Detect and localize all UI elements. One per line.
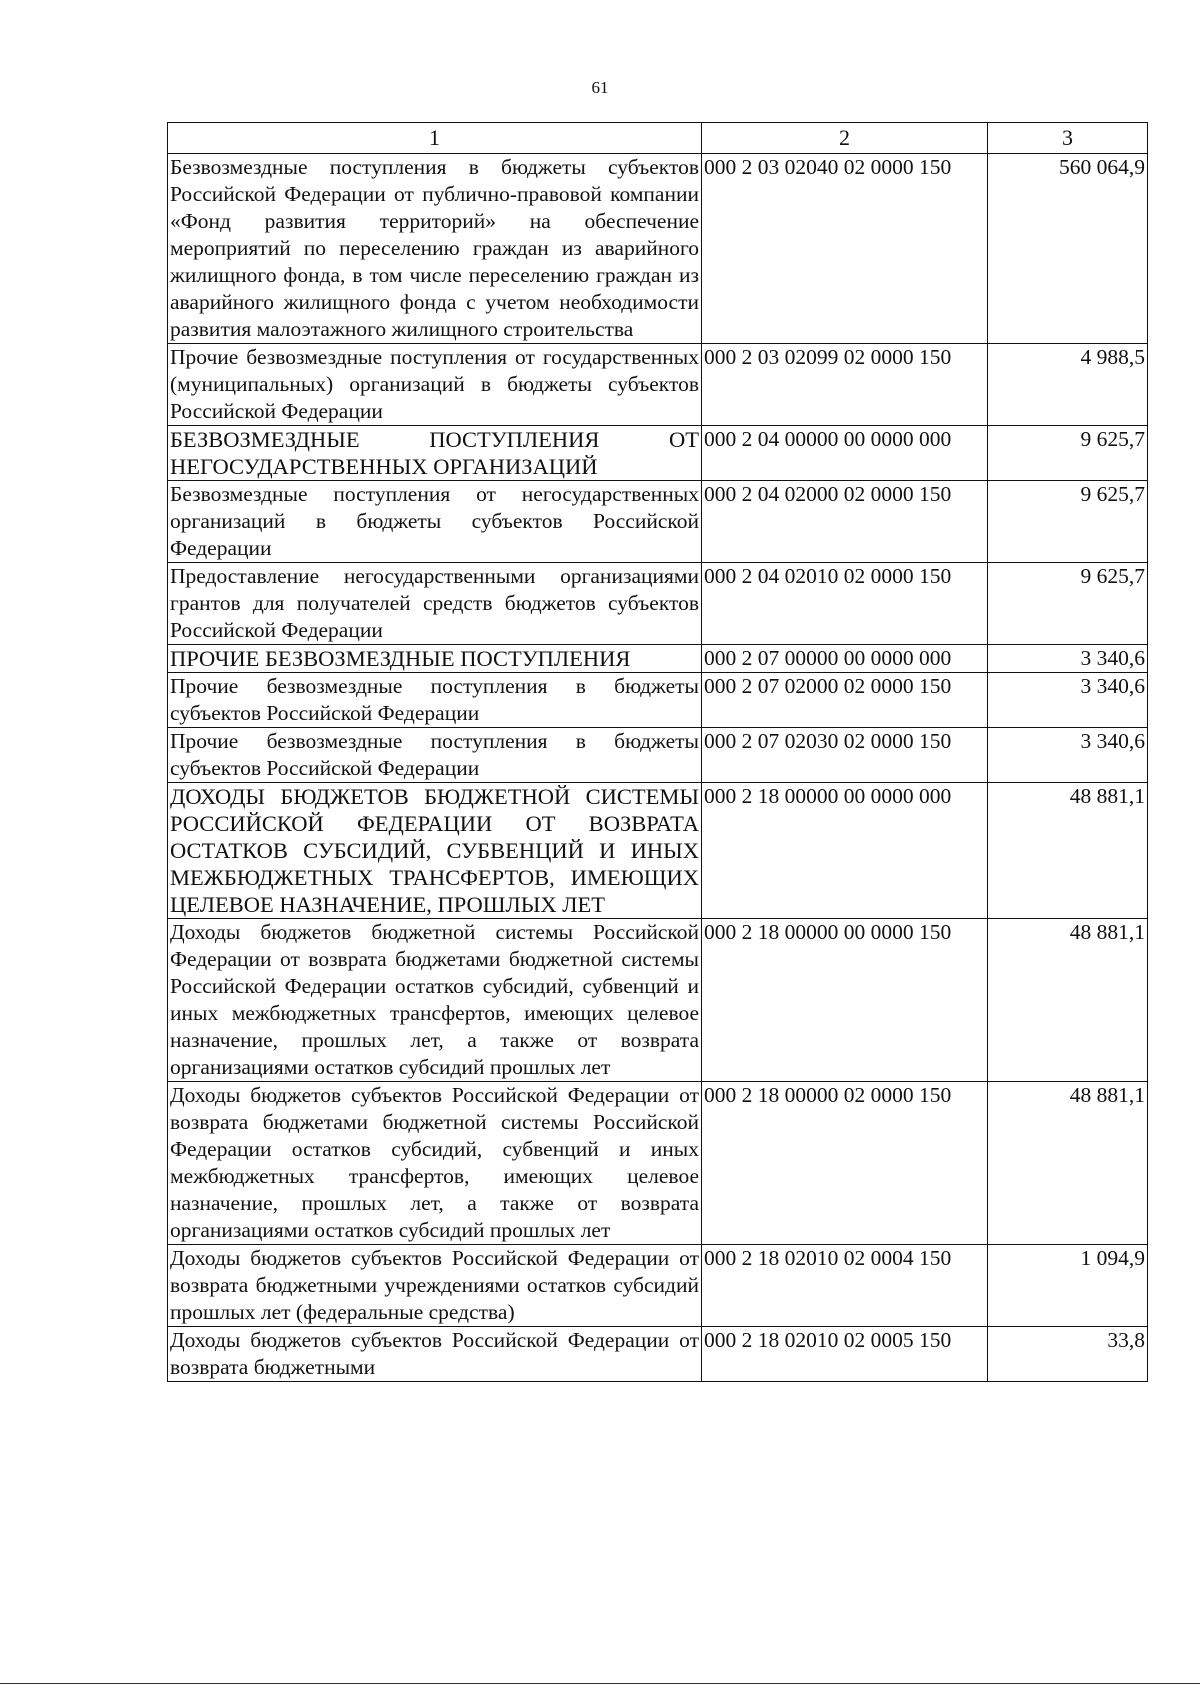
- budget-revenue-table: [167, 122, 1148, 1382]
- row-amount-cell: 48 881,1: [988, 919, 1148, 1082]
- row-code-cell: 000 2 18 02010 02 0005 150: [702, 1327, 988, 1382]
- row-name-cell: Безвозмездные поступления от негосударственных организаций в бюджеты субъектов Российской Федерации: [168, 481, 702, 563]
- page-bottom-rule: [0, 1683, 1200, 1684]
- table-row: [168, 673, 1148, 728]
- row-amount-cell: 9 625,7: [988, 481, 1148, 563]
- row-code-cell: 000 2 04 02000 02 0000 150: [702, 481, 988, 563]
- row-amount-cell: 3 340,6: [988, 728, 1148, 783]
- row-amount-cell: 4 988,5: [988, 344, 1148, 426]
- table-row: [168, 783, 1148, 919]
- column-header-3: 3: [988, 123, 1148, 154]
- row-amount-cell: 560 064,9: [988, 154, 1148, 344]
- row-name-cell: Доходы бюджетов бюджетной системы Российской Федерации от возврата бюджетами бюджетной системы Российской Федерации остатков субсидий, субвенций и иных межбюджетных трансфертов, имеющих целевое назначение, прошлых лет, а также от возврата организациями остатков субсидий прошлых лет: [168, 919, 702, 1082]
- table-row: [168, 645, 1148, 673]
- row-amount-cell: 33,8: [988, 1327, 1148, 1382]
- row-amount-cell: 9 625,7: [988, 426, 1148, 481]
- column-header-1: 1: [168, 123, 702, 154]
- row-code-cell: 000 2 04 02010 02 0000 150: [702, 563, 988, 645]
- row-name-cell: Прочие безвозмездные поступления от государственных (муниципальных) организаций в бюджеты субъектов Российской Федерации: [168, 344, 702, 426]
- table-row: [168, 919, 1148, 1082]
- table-row: [168, 481, 1148, 563]
- column-header-2: 2: [702, 123, 988, 154]
- row-code-cell: 000 2 07 02030 02 0000 150: [702, 728, 988, 783]
- page-number: 61: [591, 78, 609, 97]
- row-name-cell: БЕЗВОЗМЕЗДНЫЕ ПОСТУПЛЕНИЯ ОТ НЕГОСУДАРСТВЕННЫХ ОРГАНИЗАЦИЙ: [168, 426, 702, 481]
- row-amount-cell: 9 625,7: [988, 563, 1148, 645]
- table-row: [168, 1245, 1148, 1327]
- table-row: [168, 344, 1148, 426]
- row-code-cell: 000 2 18 00000 02 0000 150: [702, 1082, 988, 1245]
- row-amount-cell: 3 340,6: [988, 645, 1148, 673]
- row-code-cell: 000 2 18 02010 02 0004 150: [702, 1245, 988, 1327]
- row-amount-cell: 48 881,1: [988, 1082, 1148, 1245]
- row-name-cell: Прочие безвозмездные поступления в бюджеты субъектов Российской Федерации: [168, 728, 702, 783]
- row-code-cell: 000 2 04 00000 00 0000 000: [702, 426, 988, 481]
- row-code-cell: 000 2 03 02099 02 0000 150: [702, 344, 988, 426]
- row-name-cell: Предоставление негосударственными организациями грантов для получателей средств бюджетов субъектов Российской Федерации: [168, 563, 702, 645]
- row-code-cell: 000 2 07 02000 02 0000 150: [702, 673, 988, 728]
- row-code-cell: 000 2 07 00000 00 0000 000: [702, 645, 988, 673]
- row-name-cell: Безвозмездные поступления в бюджеты субъектов Российской Федерации от публично-правовой компании «Фонд развития территорий» на обеспечение мероприятий по переселению граждан из аварийного жилищного фонда, в том числе переселению граждан из аварийного жилищного фонда с учетом необходимости развития малоэтажного жилищного строительства: [168, 154, 702, 344]
- row-amount-cell: 3 340,6: [988, 673, 1148, 728]
- table-row: [168, 1327, 1148, 1382]
- row-code-cell: 000 2 03 02040 02 0000 150: [702, 154, 988, 344]
- table-row: [168, 426, 1148, 481]
- table-row: [168, 728, 1148, 783]
- row-name-cell: Доходы бюджетов субъектов Российской Федерации от возврата бюджетными учреждениями остатков субсидий прошлых лет (федеральные средства): [168, 1245, 702, 1327]
- row-amount-cell: 1 094,9: [988, 1245, 1148, 1327]
- row-amount-cell: 48 881,1: [988, 783, 1148, 919]
- row-code-cell: 000 2 18 00000 00 0000 150: [702, 919, 988, 1082]
- table-row: [168, 563, 1148, 645]
- table-header-row: [168, 123, 1148, 154]
- table-row: [168, 1082, 1148, 1245]
- row-name-cell: Доходы бюджетов субъектов Российской Федерации от возврата бюджетами бюджетной системы Российской Федерации остатков субсидий, субвенций и иных межбюджетных трансфертов, имеющих целевое назначение, прошлых лет, а также от возврата организациями остатков субсидий прошлых лет: [168, 1082, 702, 1245]
- row-name-cell: ДОХОДЫ БЮДЖЕТОВ БЮДЖЕТНОЙ СИСТЕМЫ РОССИЙСКОЙ ФЕДЕРАЦИИ ОТ ВОЗВРАТА ОСТАТКОВ СУБСИДИЙ, СУБВЕНЦИЙ И ИНЫХ МЕЖБЮДЖЕТНЫХ ТРАНСФЕРТОВ, ИМЕЮЩИХ ЦЕЛЕВОЕ НАЗНАЧЕНИЕ, ПРОШЛЫХ ЛЕТ: [168, 783, 702, 919]
- row-name-cell: Доходы бюджетов субъектов Российской Федерации от возврата бюджетными: [168, 1327, 702, 1382]
- row-code-cell: 000 2 18 00000 00 0000 000: [702, 783, 988, 919]
- row-name-cell: Прочие безвозмездные поступления в бюджеты субъектов Российской Федерации: [168, 673, 702, 728]
- table-row: [168, 154, 1148, 344]
- row-name-cell: ПРОЧИЕ БЕЗВОЗМЕЗДНЫЕ ПОСТУПЛЕНИЯ: [168, 645, 702, 673]
